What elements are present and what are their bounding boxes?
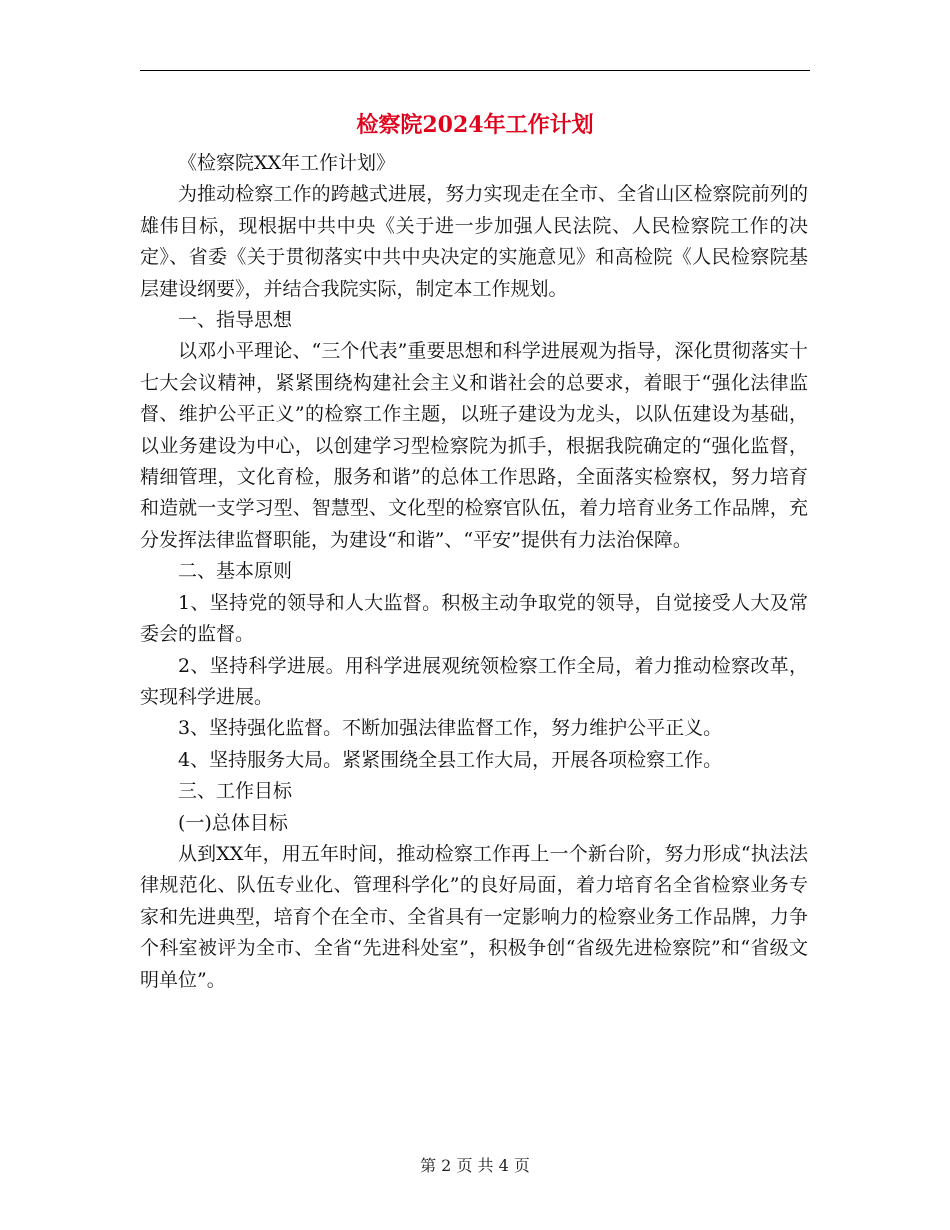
page-number: 第 2 页 共 4 页: [420, 1156, 530, 1175]
paragraph-guiding-thought: 以邓小平理论、“三个代表”重要思想和科学进展观为指导，深化贯彻落实十七大会议精神，紧紧围绕构建社会主义和谐社会的总要求，着眼于“强化法律监督、维护公平正义”的检察工作主题，以班子建设为龙头，以队伍建设为基础，以业务建设为中心，以创建学习型检察院为抓手，根据我院确定的“强化监督，精细管理，文化育检，服务和谐”的总体工作思路，全面落实检察权，努力培育和造就一支学习型、智慧型、文化型的检察官队伍，着力培育业务工作品牌，充分发挥法律监督职能，为建设“和谐”、“平安”提供有力法治保障。: [140, 340, 808, 551]
paragraph-overall-goal: 从到XX年，用五年时间，推动检察工作再上一个新台阶，努力形成“执法法律规范化、队伍专业化、管理科学化”的良好局面，着力培育名全省检察业务专家和先进典型，培育个在全市、全省具有一定影响力的检察业务工作品牌，力争个科室被评为全市、全省“先进科处室”，积极争创“省级先进检察院”和“省级文明单位”。: [140, 842, 808, 991]
header-rule: [140, 70, 810, 71]
principle-item-4: 4、坚持服务大局。紧紧围绕全县工作大局，开展各项检察工作。: [178, 748, 723, 771]
section-heading-basic-principles: 二、基本原则: [178, 560, 293, 583]
document-body: [140, 148, 808, 996]
principle-item-2: 2、坚持科学进展。用科学进展观统领检察工作全局，着力推动检察改革，实现科学进展。: [140, 654, 808, 708]
document-title: 检察院2024年工作计划: [356, 112, 594, 138]
subsection-heading-overall-goal: (一)总体目标: [178, 811, 288, 834]
section-heading-work-goals: 三、工作目标: [178, 780, 293, 803]
paragraph-intro: 为推动检察工作的跨越式进展，努力实现走在全市、全省山区检察院前列的雄伟目标，现根据中共中央《关于进一步加强人民法院、人民检察院工作的决定》、省委《关于贯彻落实中共中央决定的实施意见》和高检院《人民检察院基层建设纲要》，并结合我院实际，制定本工作规划。: [140, 183, 808, 300]
section-heading-guiding-thought: 一、指导思想: [178, 309, 293, 332]
principle-item-3: 3、坚持强化监督。不断加强法律监督工作，努力维护公平正义。: [178, 717, 723, 740]
paragraph-subtitle: 《检察院XX年工作计划》: [178, 152, 396, 174]
principle-item-1: 1、坚持党的领导和人大监督。积极主动争取党的领导，自觉接受人大及常委会的监督。: [140, 591, 808, 646]
